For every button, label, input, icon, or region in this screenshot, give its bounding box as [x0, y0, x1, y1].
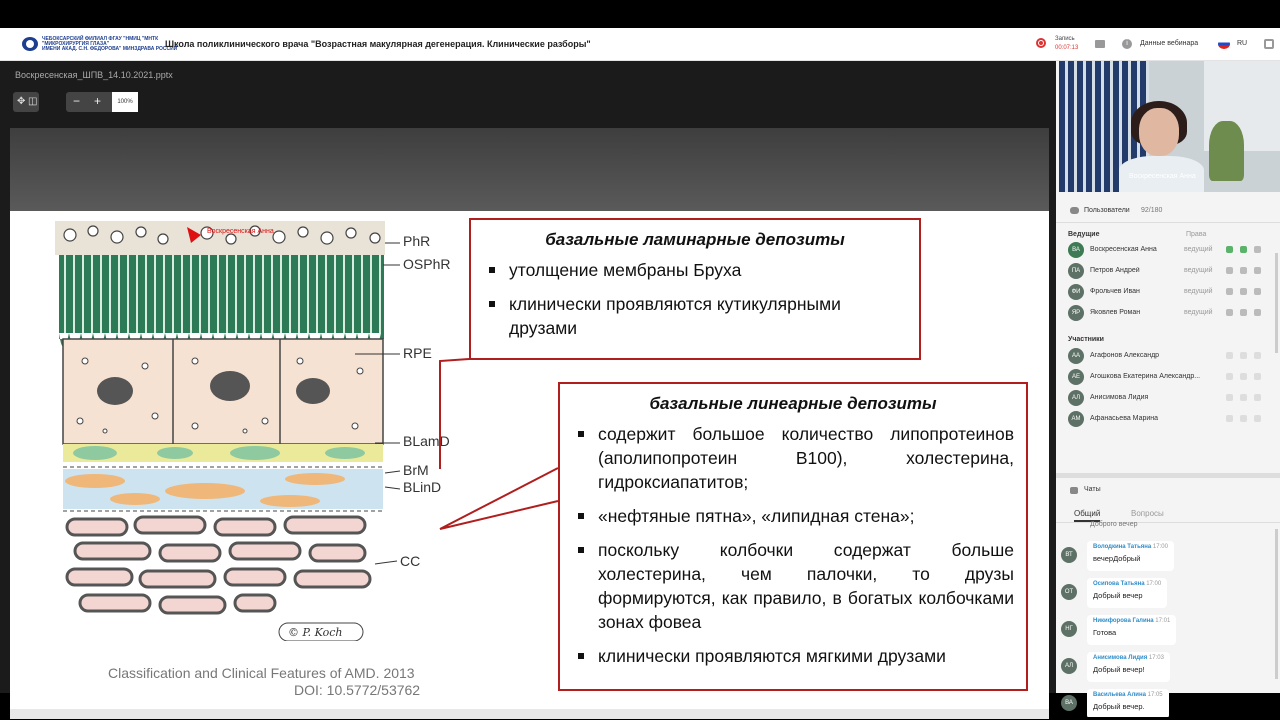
slide-doi: DOI: 10.5772/53762	[294, 682, 421, 698]
message-text: вечерДобрый	[1093, 554, 1141, 563]
fullscreen-icon[interactable]	[1264, 39, 1274, 49]
label-phr: PhR	[403, 233, 431, 249]
edit-icon[interactable]	[1254, 288, 1261, 295]
message-time: 17:03	[1148, 655, 1164, 661]
label-blamd: BLamD	[403, 433, 450, 449]
camera-off-icon[interactable]	[1240, 373, 1247, 380]
panel-divider[interactable]	[1056, 473, 1280, 478]
mic-icon[interactable]	[1226, 246, 1233, 253]
host-row[interactable]	[1068, 282, 1272, 302]
message-time: 17:00	[1152, 544, 1168, 550]
avatar: ЯР	[1068, 305, 1084, 321]
camera-off-icon[interactable]	[1240, 267, 1247, 274]
chat-message	[1061, 689, 1271, 717]
host-role: ведущий	[1184, 267, 1213, 274]
record-label: Запись	[1055, 36, 1075, 42]
message-author: Никифорова Галина	[1093, 618, 1154, 624]
label-brm: BrM	[403, 462, 429, 478]
record-time: 00:07:13	[1055, 45, 1079, 51]
bullet-item: клинически проявляются мягкими друзами	[572, 644, 1014, 668]
fit-icon[interactable]: ◫	[28, 96, 38, 107]
tab-all[interactable]: Общий	[1074, 509, 1100, 522]
edit-icon[interactable]	[1254, 394, 1261, 401]
message-text: Добрый вечер	[1093, 591, 1143, 600]
host-name: Фрольчев Иван	[1090, 288, 1140, 295]
bullet-item: поскольку колбочки содержат больше холестерина, чем палочки, то друзы формируются, как правило, в богатых колбочками зонах фовеа	[572, 538, 1014, 634]
users-label: Пользователи	[1084, 207, 1130, 214]
avatar: ВТ	[1061, 547, 1077, 563]
mic-off-icon[interactable]	[1226, 394, 1233, 401]
chat-truncated-message: Доброго вечер	[1090, 521, 1138, 528]
host-name: Яковлев Роман	[1090, 309, 1141, 316]
chat-message	[1061, 578, 1271, 608]
video-speaker-face	[1139, 108, 1179, 156]
label-rpe: RPE	[403, 345, 432, 361]
host-role: ведущий	[1184, 309, 1213, 316]
zoom-out-button[interactable]: −	[73, 94, 81, 108]
zoom-in-button[interactable]: +	[94, 94, 102, 108]
edit-icon[interactable]	[1254, 246, 1261, 253]
org-line: ИМЕНИ АКАД. С.Н. ФЕДОРОВА" МИНЗДРАВА РОССИИ	[42, 46, 178, 52]
logo-icon	[22, 37, 38, 51]
zoom-controls	[66, 92, 138, 112]
message-author: Анисимова Лидия	[1093, 655, 1148, 661]
camera-icon[interactable]	[1240, 246, 1247, 253]
avatar: АЕ	[1068, 369, 1084, 385]
mic-off-icon[interactable]	[1226, 415, 1233, 422]
message-bubble	[1087, 652, 1170, 682]
info-icon[interactable]: i	[1122, 39, 1132, 49]
message-bubble	[1087, 578, 1167, 608]
chats-header[interactable]	[1056, 481, 1280, 501]
zoom-level[interactable]: 100%	[112, 92, 138, 112]
illustration-signature: © P. Koch	[288, 626, 343, 639]
edit-icon[interactable]	[1254, 415, 1261, 422]
avatar: ПА	[1068, 263, 1084, 279]
record-icon[interactable]	[1036, 38, 1046, 48]
bullet-item: содержит большое количество липопротеинов (аполипопротеин В100), холестерина, гидроксиапатитов;	[572, 422, 1014, 494]
participant-name: Анисимова Лидия	[1090, 394, 1149, 401]
folder-icon[interactable]	[1095, 40, 1105, 48]
label-cc: CC	[400, 553, 421, 569]
presentation-area	[0, 61, 1056, 698]
message-bubble	[1087, 541, 1174, 571]
avatar: ОТ	[1061, 584, 1077, 600]
host-row[interactable]	[1068, 240, 1272, 260]
bullet-item: «нефтяные пятна», «липидная стена»;	[572, 504, 1014, 528]
message-text: Готова	[1093, 628, 1117, 637]
org-line: ЧЕБОКСАРСКИЙ ФИЛИАЛ ФГАУ "НМИЦ "МНТК	[42, 36, 159, 42]
rights-label: Права	[1186, 231, 1207, 238]
message-bubble	[1087, 689, 1169, 717]
chat-message	[1061, 541, 1271, 571]
participant-name: Афанасьева Марина	[1090, 415, 1159, 422]
video-plant	[1209, 121, 1244, 181]
message-text: Добрый вечер!	[1093, 665, 1145, 674]
slide-bottom-bar	[10, 709, 1049, 719]
participant-name: Агошкова Екатерина Александр...	[1090, 373, 1201, 380]
edit-icon[interactable]	[1254, 352, 1261, 359]
host-name: Петров Андрей	[1090, 267, 1140, 274]
org-name	[42, 36, 178, 52]
laminar-deposits-box	[469, 218, 921, 360]
box-title: базальные ламинарные депозиты	[545, 230, 845, 249]
avatar: АЛ	[1068, 390, 1084, 406]
avatar: АЛ	[1061, 658, 1077, 674]
participant-name: Агафонов Александр	[1090, 352, 1160, 359]
flag-icon[interactable]	[1218, 39, 1230, 49]
camera-off-icon[interactable]	[1240, 394, 1247, 401]
participant-row[interactable]	[1068, 367, 1272, 387]
users-icon	[1070, 207, 1079, 214]
chat-icon	[1070, 487, 1078, 494]
users-header[interactable]	[1056, 201, 1280, 223]
host-row[interactable]	[1068, 303, 1272, 323]
webinar-window	[0, 28, 1280, 711]
users-scrollbar[interactable]	[1275, 253, 1278, 353]
webinar-info-link[interactable]: Данные вебинара	[1140, 40, 1199, 47]
mic-off-icon[interactable]	[1226, 309, 1233, 316]
org-line: "МИКРОХИРУРГИЯ ГЛАЗА"	[42, 41, 110, 47]
camera-off-icon[interactable]	[1240, 288, 1247, 295]
avatar: АМ	[1068, 411, 1084, 427]
chat-message	[1061, 652, 1271, 682]
message-author: Осипова Татьяна	[1093, 581, 1145, 587]
edit-icon[interactable]	[1254, 309, 1261, 316]
label-osphr: OSPhR	[403, 256, 451, 272]
mic-off-icon[interactable]	[1226, 373, 1233, 380]
slide-header-band	[10, 128, 1049, 211]
box-title: базальные линеарные депозиты	[649, 394, 937, 413]
message-bubble	[1087, 615, 1176, 645]
hosts-label: Ведущие	[1068, 231, 1100, 238]
mic-off-icon[interactable]	[1226, 288, 1233, 295]
bullet-item: утолщение мембраны Бруха	[483, 258, 907, 282]
avatar: ФИ	[1068, 284, 1084, 300]
tab-questions[interactable]: Вопросы	[1131, 509, 1164, 518]
chats-label: Чаты	[1084, 486, 1101, 493]
message-time: 17:00	[1146, 581, 1162, 587]
message-text: Добрый вечер.	[1093, 702, 1145, 711]
participant-row[interactable]	[1068, 346, 1272, 366]
mic-off-icon[interactable]	[1226, 267, 1233, 274]
video-speaker-name: Воскресенская Анна	[1129, 173, 1196, 180]
host-name: Воскресенская Анна	[1090, 246, 1157, 253]
host-row[interactable]	[1068, 261, 1272, 281]
edit-icon[interactable]	[1254, 267, 1261, 274]
users-count: 92/180	[1141, 207, 1163, 214]
message-time: 17:01	[1155, 618, 1171, 624]
chat-scrollbar[interactable]	[1275, 529, 1278, 679]
top-bar	[0, 28, 1280, 61]
speaker-video	[1059, 61, 1280, 192]
avatar: ВА	[1061, 695, 1077, 711]
participant-row[interactable]	[1068, 388, 1272, 408]
sidebar	[1056, 61, 1280, 711]
avatar: НГ	[1061, 621, 1077, 637]
linear-deposits-box	[558, 382, 1028, 691]
camera-off-icon[interactable]	[1240, 415, 1247, 422]
language-select[interactable]: RU	[1237, 40, 1248, 47]
edit-icon[interactable]	[1254, 373, 1261, 380]
host-role: ведущий	[1184, 288, 1213, 295]
participants-label: Участники	[1068, 336, 1104, 343]
mic-off-icon[interactable]	[1226, 352, 1233, 359]
pointer-label: Воскресенская Анна	[207, 228, 274, 235]
camera-off-icon[interactable]	[1240, 309, 1247, 316]
avatar: ВА	[1068, 242, 1084, 258]
slide-caption: Classification and Clinical Features of AMD. 2013	[108, 665, 415, 681]
label-blind: BLinD	[403, 479, 442, 495]
view-tools[interactable]	[13, 92, 39, 112]
slide	[10, 211, 1049, 709]
participant-row[interactable]	[1068, 409, 1272, 429]
message-author: Васильева Алина	[1093, 692, 1146, 698]
webinar-title: Школа поликлинического врача "Возрастная макулярная дегенерация. Клинические разборы"	[165, 39, 591, 49]
avatar: АА	[1068, 348, 1084, 364]
message-author: Володкина Татьяна	[1093, 544, 1152, 550]
host-role: ведущий	[1184, 246, 1213, 253]
message-time: 17:05	[1147, 692, 1163, 698]
move-icon[interactable]: ✥	[17, 96, 26, 107]
chat-message	[1061, 615, 1271, 645]
presentation-filename: Воскресенская_ШПВ_14.10.2021.pptx	[15, 70, 173, 80]
camera-off-icon[interactable]	[1240, 352, 1247, 359]
bullet-item: клинически проявляются кутикулярными друзами	[483, 292, 907, 340]
